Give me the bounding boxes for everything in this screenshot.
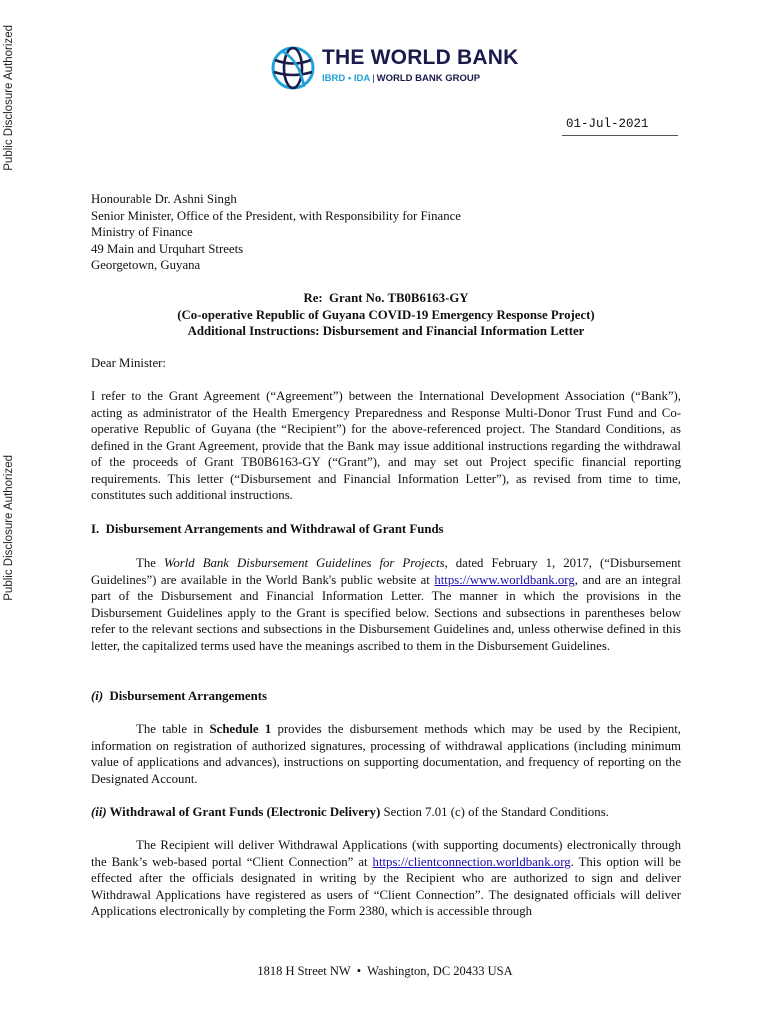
world-bank-subtitle (322, 73, 480, 84)
text-run: , dated February 1, 2017, (“Disbursement Guidelines”) are available in the World Bank's public website at (91, 556, 681, 587)
intro-paragraph: I refer to the Grant Agreement (“Agreement”) between the International Development Association (“Bank”), acting as administrator of the Health Emergency Preparedness and Response Multi-Donor Trust Fund and Co-operative Republic of Guyana (the “Recipient”) for the above-referenced project. The Standard Conditions, as defined in the Grant Agreement, provide that the Bank may issue additional instructions regarding the withdrawal of the proceeds of Grant TB0B6163-GY (“Grant”), and may set out Project specific financial reporting requirements. This letter (“Disbursement and Financial Information Letter”), as revised from time to time, constitutes such additional instructions. (91, 389, 681, 502)
subject-line: Additional Instructions: Disbursement and Financial Information Letter (187, 324, 585, 338)
subsection-heading (91, 688, 681, 705)
guidelines-paragraph (91, 555, 681, 654)
subsection-number: (i) (91, 689, 104, 703)
worldbank-link[interactable]: https://www.worldbank.org (434, 572, 575, 587)
public-disclosure-stamp: Public Disclosure Authorized (3, 25, 15, 171)
group-label: WORLD BANK GROUP (376, 73, 481, 84)
address-line: Senior Minister, Office of the President, with Responsibility for Finance (91, 208, 461, 223)
date-underline (562, 135, 678, 136)
withdrawal-paragraph (91, 837, 681, 920)
letter-date: 01-Jul-2021 (566, 117, 649, 131)
text-run: The (136, 556, 164, 570)
schedule-ref: Schedule 1 (209, 722, 272, 736)
subject-line: Re: Grant No. TB0B6163-GY (303, 291, 469, 305)
arrangements-paragraph (91, 721, 681, 787)
subtitle-separator: | (372, 73, 375, 84)
subsection-tail: Section 7.01 (c) of the Standard Conditions. (380, 805, 609, 819)
subsection-number: (ii) (91, 805, 107, 819)
subsection-heading (91, 804, 681, 821)
page-footer: 1818 H Street NW • Washington, DC 20433 USA (257, 964, 513, 978)
address-line: Georgetown, Guyana (91, 258, 201, 272)
address-line: Ministry of Finance (91, 225, 193, 239)
recipient-address (91, 191, 681, 274)
text-run: provides the disbursement methods which may be used by the Recipient, information on registration of authorized signatures, processing of withdrawal applications (including minimum value of applications and advances), instructions on supporting documentation, and frequency of reporting on the Designated Account. (91, 722, 681, 786)
subsection-title: Withdrawal of Grant Funds (Electronic Delivery) (109, 805, 381, 819)
address-line: 49 Main and Urquhart Streets (91, 241, 244, 256)
globe-icon (270, 45, 316, 91)
section-heading: I. Disbursement Arrangements and Withdrawal of Grant Funds (91, 522, 444, 536)
subject-line: (Co-operative Republic of Guyana COVID-19 Emergency Response Project) (177, 307, 595, 322)
guidelines-title: World Bank Disbursement Guidelines for Projects (163, 556, 445, 570)
salutation: Dear Minister: (91, 356, 166, 370)
text-run: , and are an integral part of the Disbursement and Financial Information Letter. The manner in which the provisions in the Disbursement Guidelines apply to the Grant is specified below. Sections and subsections in parentheses below refer to the relevant sections and subsections in the Disbursement Guidelines and, unless otherwise defined in this letter, the capitalized terms used have the meanings ascribed to them in the Disbursement Guidelines. (91, 572, 681, 653)
subject-block (91, 290, 681, 340)
client-connection-link[interactable]: https://clientconnection.worldbank.org (372, 854, 571, 869)
public-disclosure-stamp: Public Disclosure Authorized (3, 455, 15, 601)
text-run: The table in (136, 722, 210, 736)
ibrd-ida-label: IBRD • IDA (322, 73, 371, 84)
address-line: Honourable Dr. Ashni Singh (91, 192, 237, 206)
text-run: The Recipient will deliver Withdrawal Applications (with supporting documents) electronically through the Bank’s web-based portal “Client Connection” at (91, 838, 681, 869)
subsection-title: Disbursement Arrangements (109, 689, 267, 703)
world-bank-name: THE WORLD BANK (322, 46, 519, 69)
text-run: . This option will be effected after the officials designated in writing by the Recipient who are authorized to sign and deliver Withdrawal Applications have registered as users of “Client Connection”. The designated officials will deliver Applications electronically by completing the Form 2380, which is accessible through (91, 854, 681, 918)
